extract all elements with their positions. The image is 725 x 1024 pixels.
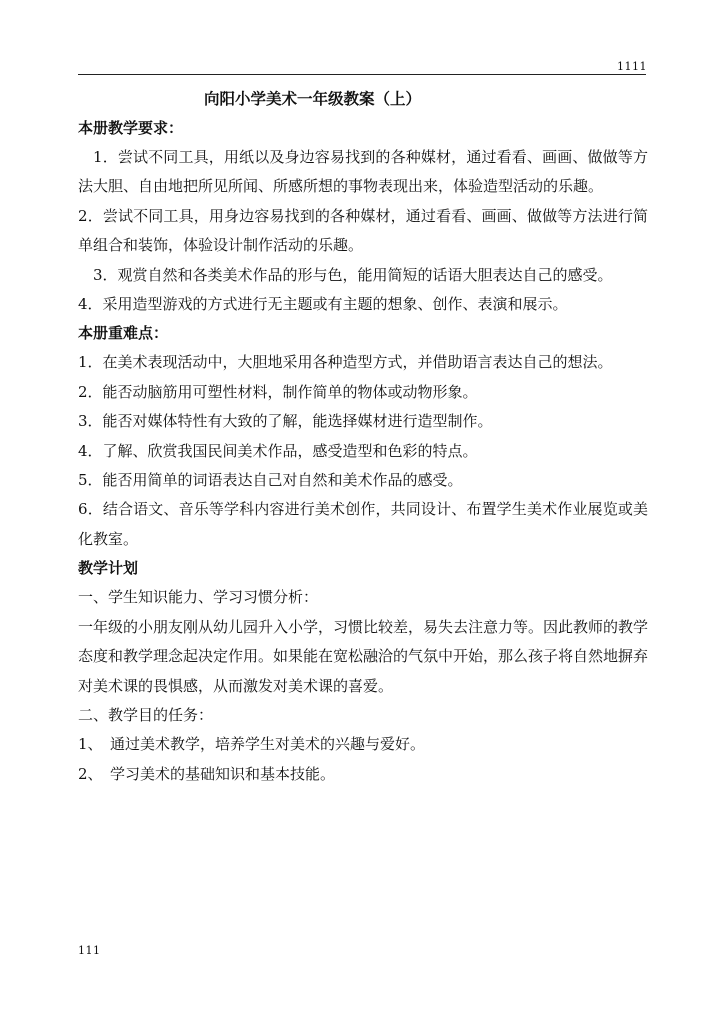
keypoint-item: 5．能否用简单的词语表达自己对自然和美术作品的感受。 xyxy=(78,471,463,490)
requirement-item: 1．尝试不同工具，用纸以及身边容易找到的各种媒材，通过看看、画画、做做等方法大胆、自由地把所见所闻、所感所想的事物表现出来，体验造型活动的乐趣。 xyxy=(78,148,648,196)
footer-page-code: 111 xyxy=(78,944,101,957)
analysis-heading: 一、学生知识能力、学习习惯分析： xyxy=(78,588,319,607)
keypoint-item: 4．了解、欣赏我国民间美术作品，感受造型和色彩的特点。 xyxy=(78,441,478,460)
analysis-text: 一年级的小朋友刚从幼儿园升入小学，习惯比较差，易失去注意力等。因此教师的教学态度和教学理念起决定作用。如果能在宽松融洽的气氛中开始，那么孩子将自然地摒弃对美术课的畏惧感，从而激发对美术课的喜爱。 xyxy=(78,617,649,695)
document-body xyxy=(78,84,648,789)
requirement-item: 4．采用造型游戏的方式进行无主题或有主题的想象、创作、表演和展示。 xyxy=(78,295,568,314)
task-item: 1、 通过美术教学，培养学生对美术的兴趣与爱好。 xyxy=(78,735,426,754)
keypoint-item: 3．能否对媒体特性有大致的了解，能选择媒材进行造型制作。 xyxy=(78,412,493,431)
document-title: 向阳小学美术一年级教案（上） xyxy=(204,90,422,108)
keypoints-heading: 本册重难点： xyxy=(78,324,169,343)
keypoint-item: 6．结合语文、音乐等学科内容进行美术创作，共同设计、布置学生美术作业展览或美化教室。 xyxy=(78,500,648,548)
plan-heading: 教学计划 xyxy=(78,559,139,578)
task-item: 2、 学习美术的基础知识和基本技能。 xyxy=(78,764,336,783)
header-rule xyxy=(78,74,646,75)
keypoint-item: 2．能否动脑筋用可塑性材料，制作简单的物体或动物形象。 xyxy=(78,382,478,401)
requirement-item: 3．观赏自然和各类美术作品的形与色，能用简短的话语大胆表达自己的感受。 xyxy=(93,265,613,284)
header-page-code: 1111 xyxy=(617,60,647,73)
tasks-heading: 二、教学目的任务： xyxy=(78,705,214,724)
requirement-item: 2．尝试不同工具，用身边容易找到的各种媒材，通过看看、画画、做做等方法进行简单组合和装饰，体验设计制作活动的乐趣。 xyxy=(78,206,648,255)
requirements-heading: 本册教学要求： xyxy=(78,119,184,137)
keypoint-item: 1．在美术表现活动中，大胆地采用各种造型方式，并借助语言表达自己的想法。 xyxy=(78,353,613,372)
